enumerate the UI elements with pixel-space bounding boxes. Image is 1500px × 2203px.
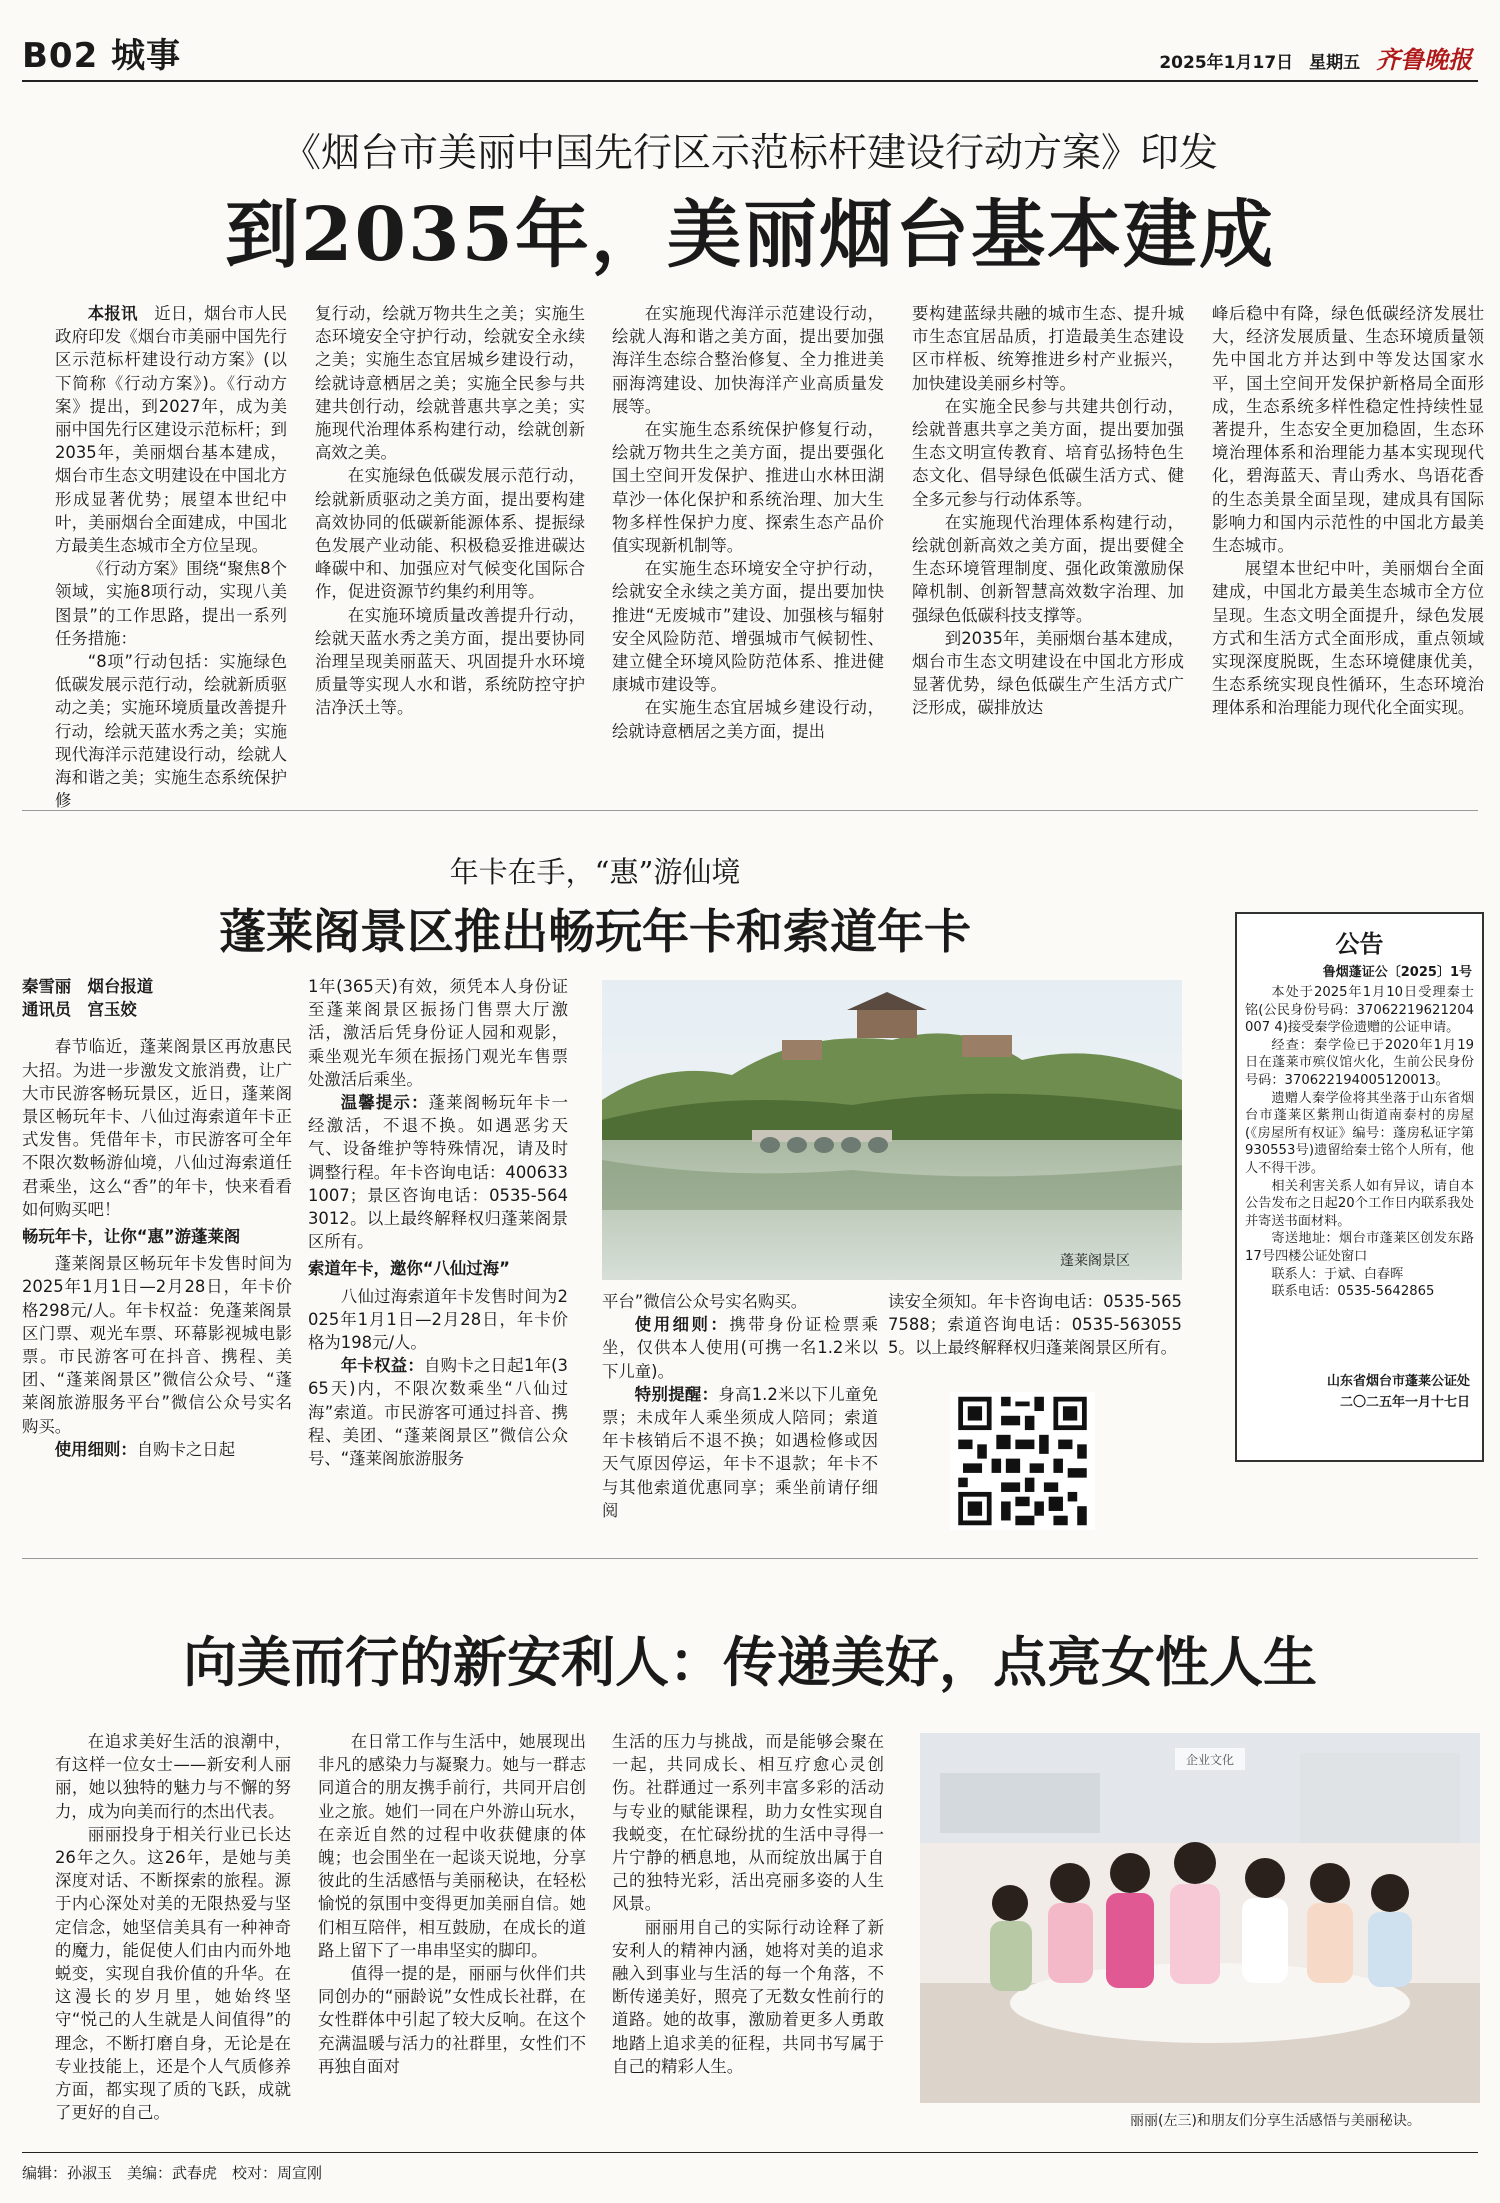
article1-col5 xyxy=(1212,302,1484,776)
byline: 秦雪丽 烟台报道 xyxy=(22,977,154,996)
photo-sign-text: 企业文化 xyxy=(1185,1753,1235,1767)
notice-body xyxy=(1237,984,1482,1364)
detail-label: 温馨提示： xyxy=(340,1093,429,1113)
notice-text: 经查：秦学俭已于2020年1月19日在蓬莱市殡仪馆火化，生前公民身份号码：370622194005120013。 xyxy=(1245,1037,1474,1088)
penglai-photo xyxy=(602,980,1182,1280)
article2-text: 1年(365天)有效，须凭本人身份证至蓬莱阁景区振扬门售票大厅激活，激活后凭身份证人园和观影，乘坐观光车须在振扬门观光车售票处激活后乘坐。 xyxy=(308,977,568,1089)
footer-credits: 编辑：孙淑玉 美编：武春虎 校对：周宣刚 xyxy=(22,2164,323,2182)
article2-text: 蓬莱阁畅玩年卡一经激活，不退不换。如遇恶劣天气、设备维护等特殊情况，请及时调整行程。年卡咨询电话：4006331007；景区咨询电话：0535-5643012。以上最终解释权归蓬莱阁景区所有。 xyxy=(308,1093,569,1252)
notice-text: 遗赠人秦学俭将其坐落于山东省烟台市蓬莱区紫荆山街道南泰村的房屋(《房屋所有权证》编号：蓬房私证字第930553号)遗留给秦士铭个人所有，他人不得干涉。 xyxy=(1245,1090,1474,1176)
penglai-scene xyxy=(602,980,1182,1280)
issue-weekday: 星期五 xyxy=(1309,53,1361,73)
article1-text: 在实施现代治理体系构建行动，绘就创新高效之美方面，提出要健全生态环境管理制度、强化政策激励保障机制、创新智慧高效数字治理、加强绿色低碳科技支撑等。 xyxy=(912,512,1184,625)
section-divider xyxy=(22,810,1478,811)
issue-date: 2025年1月17日 xyxy=(1159,53,1294,73)
article1-col3 xyxy=(612,302,884,776)
detail-label: 使用细则： xyxy=(634,1315,730,1335)
article3-headline: 向美而行的新安利人：传递美好，点亮女性人生 xyxy=(183,1630,1317,1694)
women-photo-caption: 丽丽(左三)和朋友们分享生活感悟与美丽秘诀。 xyxy=(1130,2113,1421,2129)
article2-subhead: 索道年卡，邀你“八仙过海” xyxy=(308,1259,510,1279)
article2-subhead: 畅玩年卡，让你“惠”游蓬莱阁 xyxy=(22,1227,241,1247)
article2-text: 读安全须知。年卡咨询电话：0535-5657588；索道咨询电话：0535-5630555。以上最终解释权归蓬莱阁景区所有。 xyxy=(888,1292,1182,1358)
article3-text: 丽丽投身于相关行业已长达26年之久。这26年，是她与美深度对话、不断探索的旅程。源于内心深处对美的无限热爱与坚定信念，她坚信美具有一种神奇的魔力，能促使人们由内而外地蜕变，实现自我价值的升华。在这漫长的岁月里，她始终坚守“悦己的人生就是人间值得”的理念，不断打磨自身，无论是在专业技能上，还是个人气质修养方面，都实现了质的飞跃，成就了更好的自己。 xyxy=(55,1824,291,2123)
article1-text: 峰后稳中有降，绿色低碳经济发展壮大，经济发展质量、生态环境质量领先中国北方并达到中等发达国家水平，国土空间开发保护新格局全面形成，生态系统多样性稳定性持续性显著提升，生态安全更加稳固，生态环境治理体系和治理能力基本实现现代化，碧海蓝天、青山秀水、鸟语花香的生态美景全面呈现，建成具有国际影响力和国内示范性的中国北方最美生态城市。 xyxy=(1212,304,1484,556)
article1-text: 到2035年，美丽烟台基本建成，烟台市生态文明建设在中国北方形成显著优势，绿色低碳生产生活方式广泛形成，碳排放达 xyxy=(912,628,1184,718)
notice-text: 相关利害关系人如有异议，请自本公告发布之日起20个工作日内联系我处并寄送书面材料。 xyxy=(1245,1178,1474,1229)
article2-kicker: 年卡在手，“惠”游仙境 xyxy=(449,855,741,889)
article2-text: 携带身份证检票乘坐，仅供本人使用(可携一名1.2米以下儿童)。 xyxy=(602,1315,879,1381)
footer-rule xyxy=(22,2152,1478,2153)
article2-text: 蓬莱阁景区畅玩年卡发售时间为2025年1月1日—2月28日，年卡价格298元/人。年卡权益：免蓬莱阁景区门票、观光车票、环幕影视城电影票。市民游客可在抖音、携程、美团、“蓬莱阁景区”微信公众号、“蓬莱阁旅游服务平台”微信公众号实名购买。 xyxy=(22,1254,292,1436)
public-notice xyxy=(1235,912,1484,1462)
article1-kicker: 《烟台市美丽中国先行区示范标杆建设行动方案》印发 xyxy=(281,131,1218,176)
article1-text: 在实施现代海洋示范建设行动，绘就人海和谐之美方面，提出要加强海洋生态综合整治修复、全力推进美丽海湾建设、加快海洋产业高质量发展等。 xyxy=(612,304,884,416)
article1-headline: 到2035年，美丽烟台基本建成 xyxy=(225,192,1275,278)
article1-text: 要构建蓝绿共融的城市生态、提升城市生态宜居品质，打造最美生态建设区市样板、统筹推进乡村产业振兴，加快建设美丽乡村等。 xyxy=(912,304,1184,393)
article1-text: 在实施生态系统保护修复行动，绘就万物共生之美方面，提出要强化国土空间开发保护、推进山水林田湖草沙一体化保护和系统治理、加大生物多样性保护力度、探索生态产品价值实现新机制等。 xyxy=(612,420,884,556)
masthead-info xyxy=(1149,40,1472,75)
article2-text: 春节临近，蓬莱阁景区再放惠民大招。为进一步激发文旅消费，让广大市民游客畅玩景区，近日，蓬莱阁景区畅玩年卡、八仙过海索道年卡正式发售。凭借年卡，市民游客可全年不限次数畅游仙境，八仙过海索道任君乘坐，这么“香”的年卡，快来看看如何购买吧！ xyxy=(22,1037,292,1219)
notice-org: 山东省烟台市蓬莱公证处 xyxy=(1326,1374,1470,1389)
article1-text: 《行动方案》围绕“聚焦8个领域，实施8项行动，实现八美图景”的工作思路，提出一系列任务措施： xyxy=(55,559,288,648)
notice-number: 鲁烟蓬证公〔2025〕1号 xyxy=(1322,965,1472,980)
header-rule xyxy=(22,80,1478,82)
article3-text: 丽丽用自己的实际行动诠释了新安利人的精神内涵，她将对美的追求融入到事业与生活的每一个角落，不断传递美好，照亮了无数女性前行的道路。她的故事，激励着更多人勇敢地踏上追求美的征程，共同书写属于自己的精彩人生。 xyxy=(612,1917,884,2076)
article1-text: 在实施生态宜居城乡建设行动，绘就诗意栖居之美方面，提出 xyxy=(612,698,884,741)
article2-text: 自购卡之日起 xyxy=(136,1439,236,1459)
article3-text: 值得一提的是，丽丽与伙伴们共同创办的“丽龄说”女性成长社群，在女性群体中引起了较大反响。在这个充满温暖与活力的社群里，女性们不再独自面对 xyxy=(318,1964,586,2076)
article1-col1 xyxy=(55,302,288,811)
article3-text: 在追求美好生活的浪潮中，有这样一位女士——新安利人丽丽，她以独特的魅力与不懈的努力，成为向美而行的杰出代表。 xyxy=(55,1732,291,1821)
article1-col4 xyxy=(912,302,1184,776)
qr-code-icon xyxy=(950,1392,1095,1530)
article1-text: 在实施环境质量改善提升行动，绘就天蓝水秀之美方面，提出要协同治理呈现美丽蓝天、巩固提升水环境质量等实现人水和谐，系统防控守护洁净沃土等。 xyxy=(315,605,585,718)
article2-col2 xyxy=(308,975,568,1530)
newspaper-logo: 齐鲁晚报 xyxy=(1376,45,1472,74)
article2-text: 自购卡之日起1年(365天)内，不限次数乘坐“八仙过海”索道。市民游客可通过抖音、携程、美团、“蓬莱阁景区”微信公众号、“蓬莱阁旅游服务 xyxy=(308,1356,568,1469)
detail-label: 使用细则： xyxy=(54,1439,137,1459)
article2-col1 xyxy=(22,975,292,1530)
article2-col3 xyxy=(602,1290,878,1530)
article3-text: 在日常工作与生活中，她展现出非凡的感染力与凝聚力。她与一群志同道合的朋友携手前行，共同开启创业之旅。她们一同在户外游山玩水，在亲近自然的过程中收获健康的体魄；也会围坐在一起谈天说地，分享彼此的生活感悟与美丽秘诀，在轻松愉悦的氛围中变得更加美丽自信。她们相互陪伴，相互鼓励，在成长的道路上留下了一串串坚实的脚印。 xyxy=(318,1732,586,1960)
lead-tag: 本报讯 xyxy=(87,304,138,323)
qr-code-graphic xyxy=(950,1392,1095,1530)
article1-col2 xyxy=(315,302,585,776)
article2-text: 身高1.2米以下儿童免票；未成年人乘坐须成人陪同；索道年卡核销后不退不换；如遇检修或因天气原因停运，年卡不退款；年卡不与其他索道优惠同享；乘坐前请仔细阅 xyxy=(602,1384,878,1520)
article3-text: 生活的压力与挑战，而是能够会聚在一起，共同成长、相互疗愈心灵创伤。社群通过一系列丰富多彩的活动与专业的赋能课程，助力女性实现自我蜕变，在忙碌纷扰的生活中寻得一片宁静的栖息地，从而绽放出属于自己的独特光彩，活出亮丽多姿的人生风景。 xyxy=(612,1732,884,1914)
article2-col4 xyxy=(888,1290,1182,1390)
article2-text: 平台”微信公众号实名购买。 xyxy=(602,1292,808,1311)
article2-headline: 蓬莱阁景区推出畅玩年卡和索道年卡 xyxy=(219,905,971,960)
article2-text: 八仙过海索道年卡发售时间为2025年1月1日—2月28日，年卡价格为198元/人。 xyxy=(308,1286,568,1353)
section-divider xyxy=(22,1558,1478,1559)
article1-text: 在实施全民参与共建共创行动，绘就普惠共享之美方面，提出要加强生态文明宣传教育、培育弘扬特色生态文化、倡导绿色低碳生活方式、健全多元参与行动体系等。 xyxy=(912,396,1184,509)
article1-text: 近日，烟台市人民政府印发《烟台市美丽中国先行区示范标杆建设行动方案》(以下简称《行动方案》)。《行动方案》提出，到2027年，成为美丽中国先行区建设示范标杆；到2035年，美丽烟台基本建成，烟台市生态文明建设在中国北方形成显著优势；展望本世纪中叶，美丽烟台全面建成，中国北方最美生态城市全方位呈现。 xyxy=(55,304,288,556)
detail-label: 特别提醒： xyxy=(634,1384,719,1404)
section-label: B02 城事 xyxy=(22,36,182,76)
notice-text: 联系人：于斌、白春晖 xyxy=(1271,1266,1404,1282)
article1-text: “8项”行动包括：实施绿色低碳发展示范行动，绘就新质驱动之美；实施环境质量改善提升行动，绘就天蓝水秀之美；实施现代海洋示范建设行动，绘就人海和谐之美；实施生态系统保护修 xyxy=(55,652,287,811)
penglai-photo-caption: 蓬莱阁景区 xyxy=(1060,1253,1130,1269)
article1-text: 在实施生态环境安全守护行动，绘就安全永续之美方面，提出要加快推进“无废城市”建设、加强核与辐射安全风险防范、增强城市气候韧性、建立健全环境风险防范体系、推进健康城市建设等。 xyxy=(612,559,884,695)
notice-text: 本处于2025年1月10日受理秦士铭(公民身份号码：37062219621204007 4)接受秦学俭遗赠的公证申请。 xyxy=(1245,985,1474,1036)
article1-text: 展望本世纪中叶，美丽烟台全面建成，中国北方最美生态城市全方位呈现。生态文明全面提升，绿色发展方式和生活方式全面形成，重点领域实现深度脱既，生态环境健康优美，生态系统实现良性循环，生态环境治理体系和治理能力现代化全面实现。 xyxy=(1212,559,1484,718)
notice-title: 公告 xyxy=(1335,930,1384,958)
article3-col2 xyxy=(318,1730,586,2145)
notice-text: 联系电话：0535-5642865 xyxy=(1271,1284,1435,1300)
gathering-scene xyxy=(920,1733,1480,2103)
notice-text: 寄送地址：烟台市蓬莱区创发东路17号四楼公证处窗口 xyxy=(1245,1231,1474,1264)
article1-text: 在实施绿色低碳发展示范行动，绘就新质驱动之美方面，提出要构建高效协同的低碳新能源体系、提振绿色发展产业动能、积极稳妥推进碳达峰碳中和、加强应对气候变化国际合作，促进资源节约集约利用等。 xyxy=(315,466,585,602)
detail-label: 年卡权益： xyxy=(340,1356,424,1376)
byline: 通讯员 宫玉姣 xyxy=(22,1000,137,1020)
article3-col3 xyxy=(612,1730,884,2145)
notice-date: 二〇二五年一月十七日 xyxy=(1339,1395,1470,1410)
article3-col1 xyxy=(55,1730,291,2145)
article1-text: 复行动，绘就万物共生之美；实施生态环境安全守护行动，绘就安全永续之美；实施生态宜居城乡建设行动，绘就诗意栖居之美；实施全民参与共建共创行动，绘就普惠共享之美；实施现代治理体系构建行动，绘就创新高效之美。 xyxy=(315,304,585,463)
women-gathering-photo xyxy=(920,1733,1480,2103)
